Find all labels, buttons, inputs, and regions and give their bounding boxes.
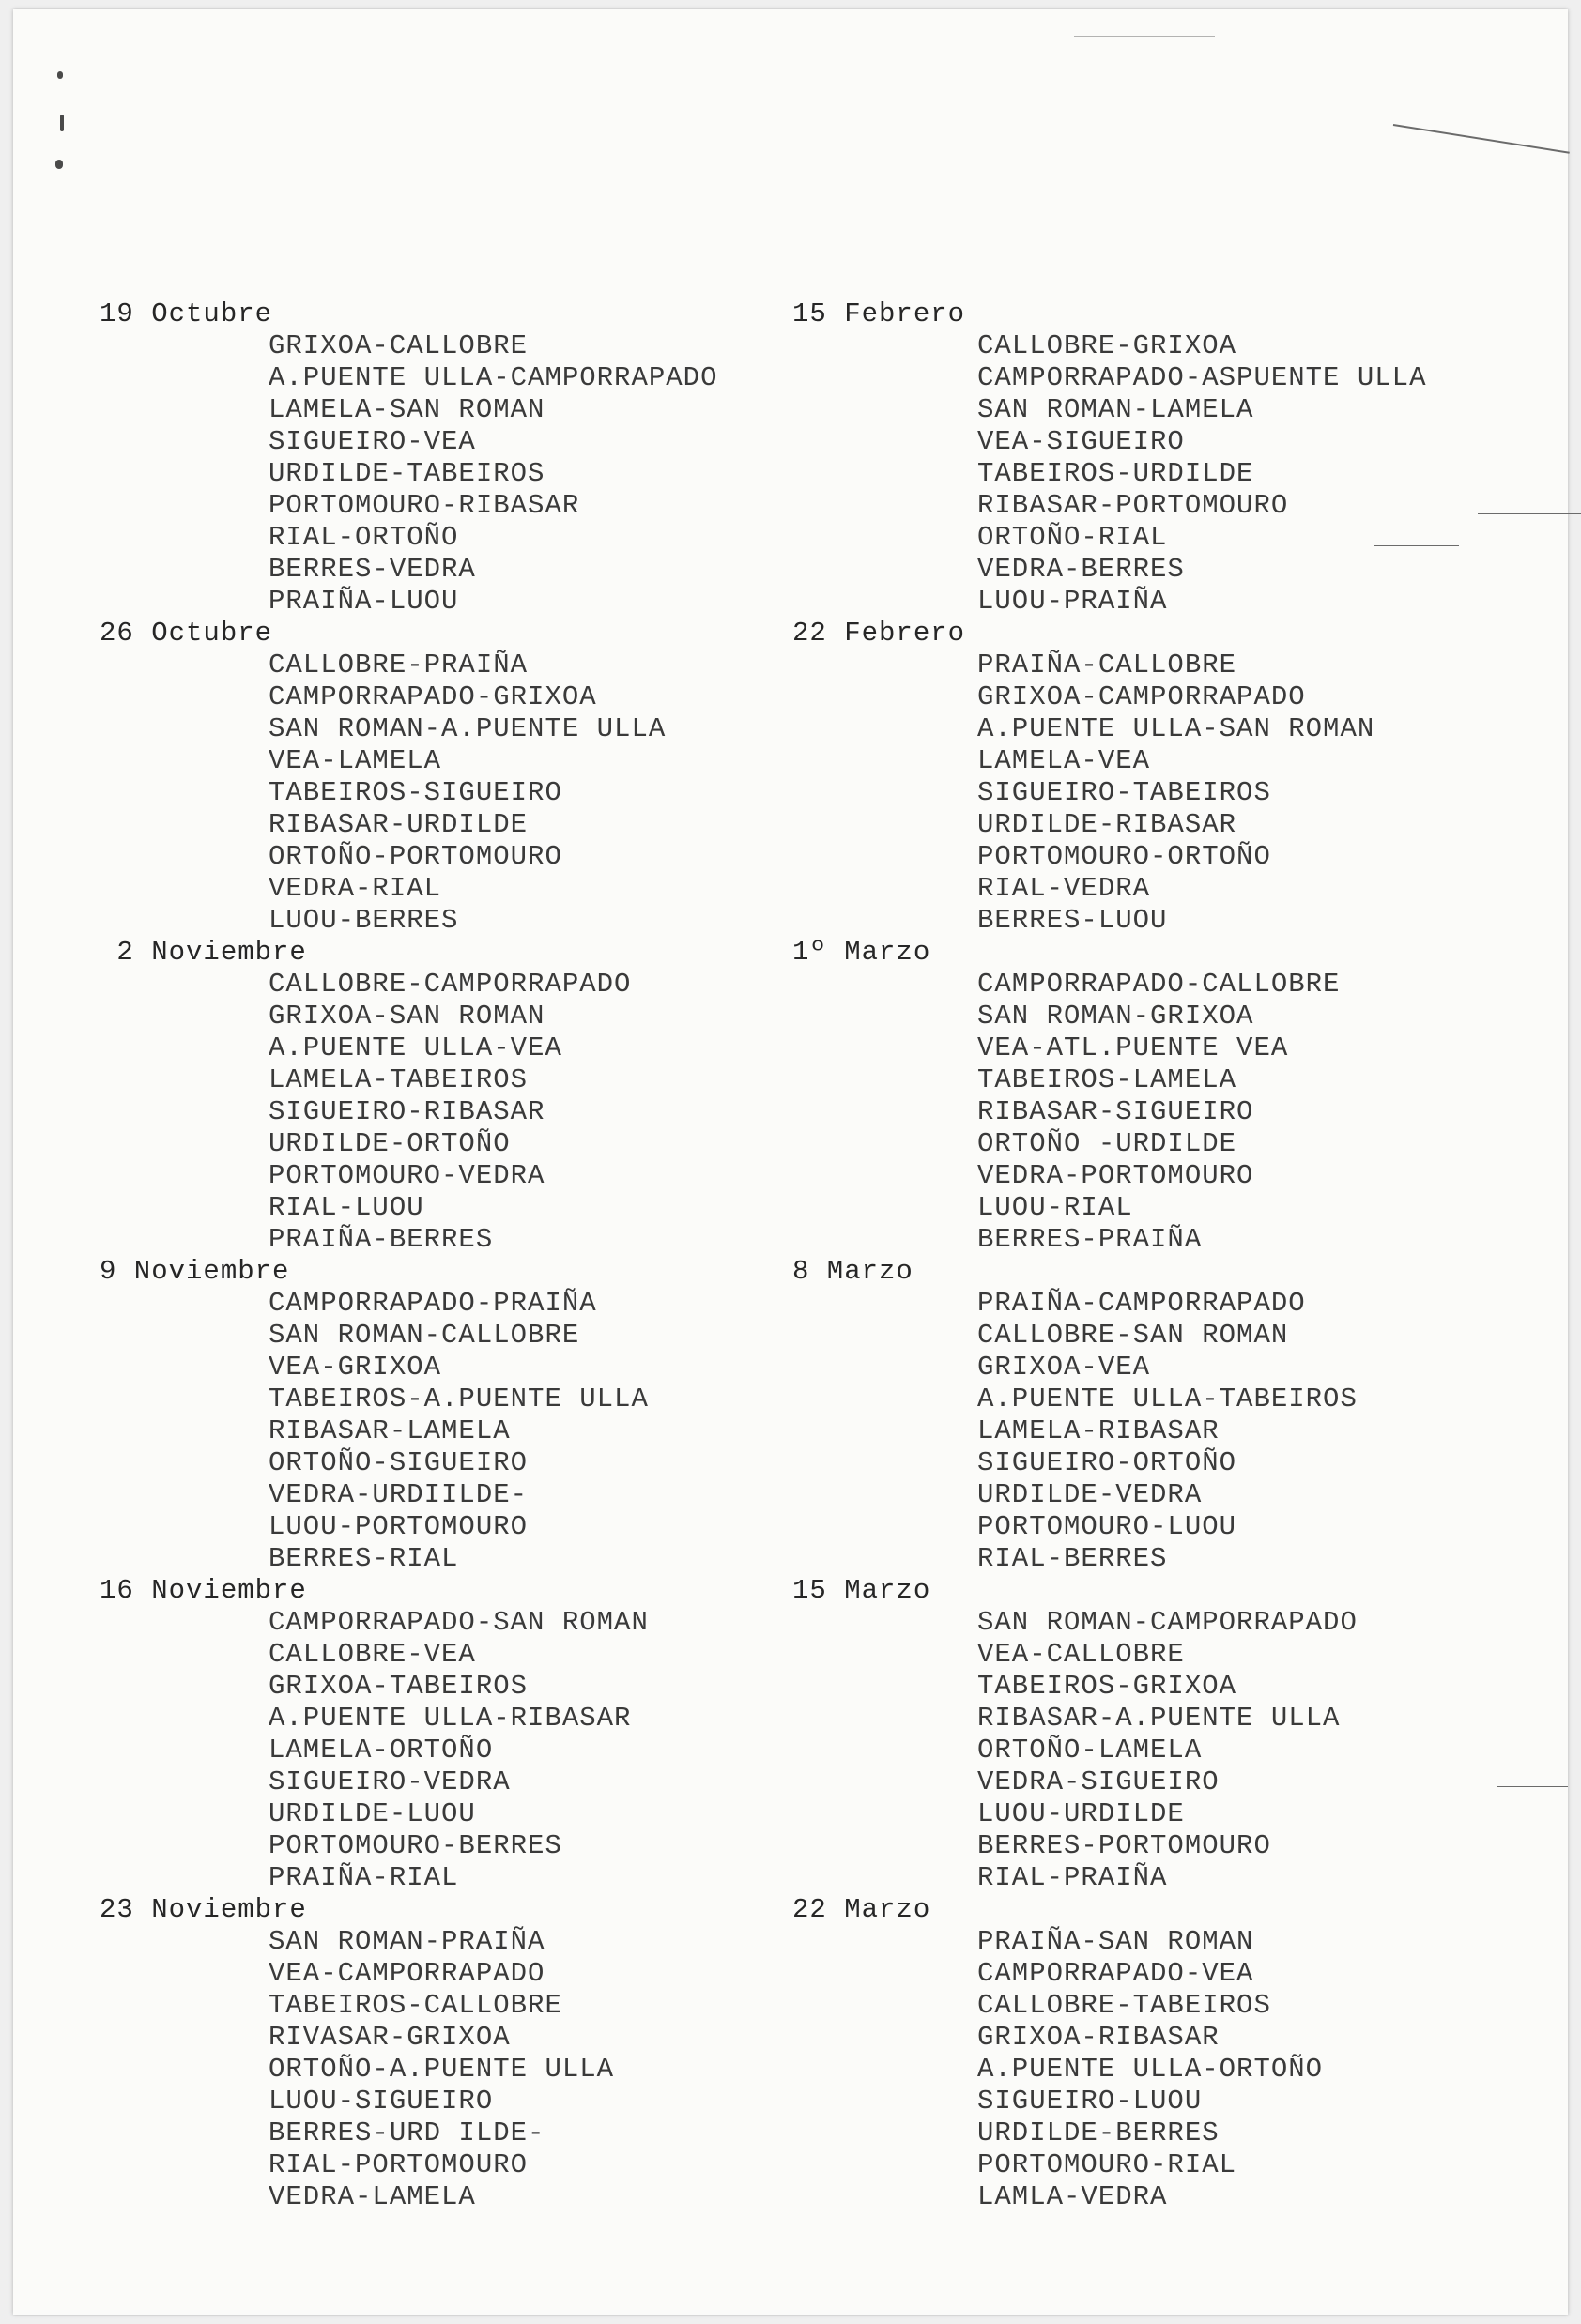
- match: VEDRA-SIGUEIRO: [977, 1766, 1220, 1797]
- match: ORTOÑO-A.PUENTE ULLA: [269, 2054, 615, 2085]
- match: SIGUEIRO-TABEIROS: [977, 777, 1271, 808]
- ink-mark: [57, 71, 63, 79]
- match-list: [792, 1288, 1426, 1575]
- match: SAN ROMAN-A.PUENTE ULLA: [269, 713, 667, 744]
- match: SIGUEIRO-RIBASAR: [269, 1096, 545, 1127]
- match: SIGUEIRO-ORTOÑO: [977, 1447, 1237, 1478]
- match: BERRES-LUOU: [977, 905, 1168, 936]
- round: [100, 1894, 717, 2213]
- pencil-stroke: [1393, 124, 1570, 154]
- match-list: [792, 1607, 1426, 1894]
- match: SAN ROMAN-CALLOBRE: [269, 1320, 580, 1351]
- ink-mark: [55, 160, 63, 169]
- match: RIBASAR-A.PUENTE ULLA: [977, 1703, 1341, 1734]
- match: RIBASAR-LAMELA: [269, 1415, 511, 1446]
- match-list: [100, 1926, 717, 2213]
- match: GRIXOA-CAMPORRAPADO: [977, 681, 1306, 712]
- ink-mark: [60, 115, 64, 131]
- match: GRIXOA-VEA: [977, 1352, 1151, 1383]
- match: PRAIÑA-SAN ROMAN: [977, 1926, 1254, 1957]
- match: CALLOBRE-PRAIÑA: [269, 650, 529, 680]
- match: URDILDE-BERRES: [977, 2118, 1220, 2148]
- match: LAMELA-VEA: [977, 745, 1151, 776]
- match: LUOU-PRAIÑA: [977, 586, 1168, 617]
- match: RIAL-ORTOÑO: [269, 522, 459, 553]
- match: LUOU-SIGUEIRO: [269, 2086, 494, 2117]
- match: VEA-GRIXOA: [269, 1352, 442, 1383]
- match-list: [100, 330, 717, 618]
- round-date: 15 Febrero: [792, 298, 966, 329]
- right-column: [792, 298, 1426, 2213]
- match: LAMELA-TABEIROS: [269, 1064, 529, 1095]
- match: SIGUEIRO-VEA: [269, 426, 476, 457]
- match: PORTOMOURO-LUOU: [977, 1511, 1237, 1542]
- match: CALLOBRE-VEA: [269, 1639, 476, 1670]
- match: CAMPORRAPADO-VEA: [977, 1958, 1254, 1989]
- match: GRIXOA-RIBASAR: [977, 2022, 1220, 2053]
- match: VEA-SIGUEIRO: [977, 426, 1185, 457]
- match: VEA-LAMELA: [269, 745, 442, 776]
- match-list: [100, 1607, 717, 1894]
- match: LAMELA-ORTOÑO: [269, 1735, 494, 1766]
- match: CALLOBRE-CAMPORRAPADO: [269, 969, 632, 1000]
- match: ORTOÑO-PORTOMOURO: [269, 841, 562, 872]
- match: PORTOMOURO-BERRES: [269, 1830, 562, 1861]
- match: BERRES-PRAIÑA: [977, 1224, 1203, 1255]
- match: TABEIROS-SIGUEIRO: [269, 777, 562, 808]
- match: TABEIROS-GRIXOA: [977, 1671, 1237, 1702]
- match: SIGUEIRO-LUOU: [977, 2086, 1203, 2117]
- match: A.PUENTE ULLA-SAN ROMAN: [977, 713, 1375, 744]
- left-column: [100, 298, 717, 2213]
- match: CALLOBRE-GRIXOA: [977, 330, 1237, 361]
- round: [100, 1256, 717, 1575]
- round-date: 2 Noviembre: [100, 937, 307, 968]
- match: A.PUENTE ULLA-VEA: [269, 1032, 562, 1063]
- round-date: 26 Octubre: [100, 618, 273, 649]
- round-date: 1º Marzo: [792, 937, 931, 968]
- match: TABEIROS-CALLOBRE: [269, 1990, 562, 2021]
- match: ORTOÑO-RIAL: [977, 522, 1168, 553]
- match-list: [100, 1288, 717, 1575]
- match: RIBASAR-SIGUEIRO: [977, 1096, 1254, 1127]
- match-list: [100, 650, 717, 937]
- match: RIAL-LUOU: [269, 1192, 424, 1223]
- match: PORTOMOURO-RIBASAR: [269, 490, 580, 521]
- match: A.PUENTE ULLA-ORTOÑO: [977, 2054, 1324, 2085]
- match: VEDRA-LAMELA: [269, 2181, 476, 2212]
- paper-sheet: [13, 9, 1568, 2315]
- match: PRAIÑA-BERRES: [269, 1224, 494, 1255]
- round: [100, 618, 717, 937]
- match: PRAIÑA-LUOU: [269, 586, 459, 617]
- match: SIGUEIRO-VEDRA: [269, 1766, 511, 1797]
- match: CALLOBRE-SAN ROMAN: [977, 1320, 1289, 1351]
- pencil-stroke: [1074, 36, 1215, 37]
- match: VEDRA-RIAL: [269, 873, 442, 904]
- match: CALLOBRE-TABEIROS: [977, 1990, 1271, 2021]
- match: GRIXOA-CALLOBRE: [269, 330, 529, 361]
- round-date: 16 Noviembre: [100, 1575, 307, 1606]
- match: ORTOÑO-LAMELA: [977, 1735, 1203, 1766]
- match: URDILDE-TABEIROS: [269, 458, 545, 489]
- pencil-stroke: [1497, 1786, 1568, 1787]
- round: [792, 618, 1426, 937]
- match: PRAIÑA-RIAL: [269, 1862, 459, 1893]
- match: CAMPORRAPADO-ASPUENTE ULLA: [977, 362, 1427, 393]
- match: RIBASAR-URDILDE: [269, 809, 529, 840]
- match-list: [792, 330, 1426, 618]
- pencil-stroke: [1478, 513, 1581, 514]
- match-list: [792, 650, 1426, 937]
- match: PRAIÑA-CAMPORRAPADO: [977, 1288, 1306, 1319]
- round: [100, 298, 717, 618]
- match: PRAIÑA-CALLOBRE: [977, 650, 1237, 680]
- match: CAMPORRAPADO-SAN ROMAN: [269, 1607, 649, 1638]
- match: RIAL-VEDRA: [977, 873, 1151, 904]
- round-date: 19 Octubre: [100, 298, 273, 329]
- match: VEA-CALLOBRE: [977, 1639, 1185, 1670]
- match: LUOU-URDILDE: [977, 1798, 1185, 1829]
- match: LAMELA-SAN ROMAN: [269, 394, 545, 425]
- match: URDILDE-VEDRA: [977, 1479, 1203, 1510]
- match: VEDRA-URDIILDE-: [269, 1479, 529, 1510]
- round: [792, 298, 1426, 618]
- match: SAN ROMAN-GRIXOA: [977, 1001, 1254, 1032]
- round: [100, 937, 717, 1256]
- match: TABEIROS-URDILDE: [977, 458, 1254, 489]
- match: SAN ROMAN-PRAIÑA: [269, 1926, 545, 1957]
- match: CAMPORRAPADO-CALLOBRE: [977, 969, 1341, 1000]
- match: LAMLA-VEDRA: [977, 2181, 1168, 2212]
- round-date: 15 Marzo: [792, 1575, 931, 1606]
- match: BERRES-PORTOMOURO: [977, 1830, 1271, 1861]
- match: VEDRA-PORTOMOURO: [977, 1160, 1254, 1191]
- match: ORTOÑO -URDILDE: [977, 1128, 1237, 1159]
- round: [792, 1256, 1426, 1575]
- match: PORTOMOURO-ORTOÑO: [977, 841, 1271, 872]
- match: PORTOMOURO-RIAL: [977, 2149, 1237, 2180]
- match: CAMPORRAPADO-PRAIÑA: [269, 1288, 597, 1319]
- match: VEA-ATL.PUENTE VEA: [977, 1032, 1289, 1063]
- match: URDILDE-RIBASAR: [977, 809, 1237, 840]
- match: LUOU-RIAL: [977, 1192, 1133, 1223]
- match: LUOU-PORTOMOURO: [269, 1511, 529, 1542]
- match: RIVASAR-GRIXOA: [269, 2022, 511, 2053]
- match: GRIXOA-TABEIROS: [269, 1671, 529, 1702]
- match: SAN ROMAN-LAMELA: [977, 394, 1254, 425]
- match: RIAL-BERRES: [977, 1543, 1168, 1574]
- match: GRIXOA-SAN ROMAN: [269, 1001, 545, 1032]
- match: ORTOÑO-SIGUEIRO: [269, 1447, 529, 1478]
- match-list: [792, 969, 1426, 1256]
- match: BERRES-URD ILDE-: [269, 2118, 545, 2148]
- match: RIAL-PORTOMOURO: [269, 2149, 529, 2180]
- round: [792, 1575, 1426, 1894]
- round: [792, 1894, 1426, 2213]
- round: [100, 1575, 717, 1894]
- match: VEA-CAMPORRAPADO: [269, 1958, 545, 1989]
- round-date: 9 Noviembre: [100, 1256, 290, 1287]
- match: CAMPORRAPADO-GRIXOA: [269, 681, 597, 712]
- match: BERRES-RIAL: [269, 1543, 459, 1574]
- match: RIBASAR-PORTOMOURO: [977, 490, 1289, 521]
- round-date: 23 Noviembre: [100, 1894, 307, 1925]
- match: A.PUENTE ULLA-CAMPORRAPADO: [269, 362, 718, 393]
- match: LUOU-BERRES: [269, 905, 459, 936]
- match: LAMELA-RIBASAR: [977, 1415, 1220, 1446]
- round-date: 22 Marzo: [792, 1894, 931, 1925]
- match: PORTOMOURO-VEDRA: [269, 1160, 545, 1191]
- match: URDILDE-ORTOÑO: [269, 1128, 511, 1159]
- match: TABEIROS-LAMELA: [977, 1064, 1237, 1095]
- match: A.PUENTE ULLA-RIBASAR: [269, 1703, 632, 1734]
- match: VEDRA-BERRES: [977, 554, 1185, 585]
- match-list: [792, 1926, 1426, 2213]
- match: URDILDE-LUOU: [269, 1798, 476, 1829]
- match: A.PUENTE ULLA-TABEIROS: [977, 1384, 1358, 1414]
- match: RIAL-PRAIÑA: [977, 1862, 1168, 1893]
- round-date: 22 Febrero: [792, 618, 966, 649]
- match: BERRES-VEDRA: [269, 554, 476, 585]
- match: SAN ROMAN-CAMPORRAPADO: [977, 1607, 1358, 1638]
- match: TABEIROS-A.PUENTE ULLA: [269, 1384, 649, 1414]
- match-list: [100, 969, 717, 1256]
- round: [792, 937, 1426, 1256]
- round-date: 8 Marzo: [792, 1256, 913, 1287]
